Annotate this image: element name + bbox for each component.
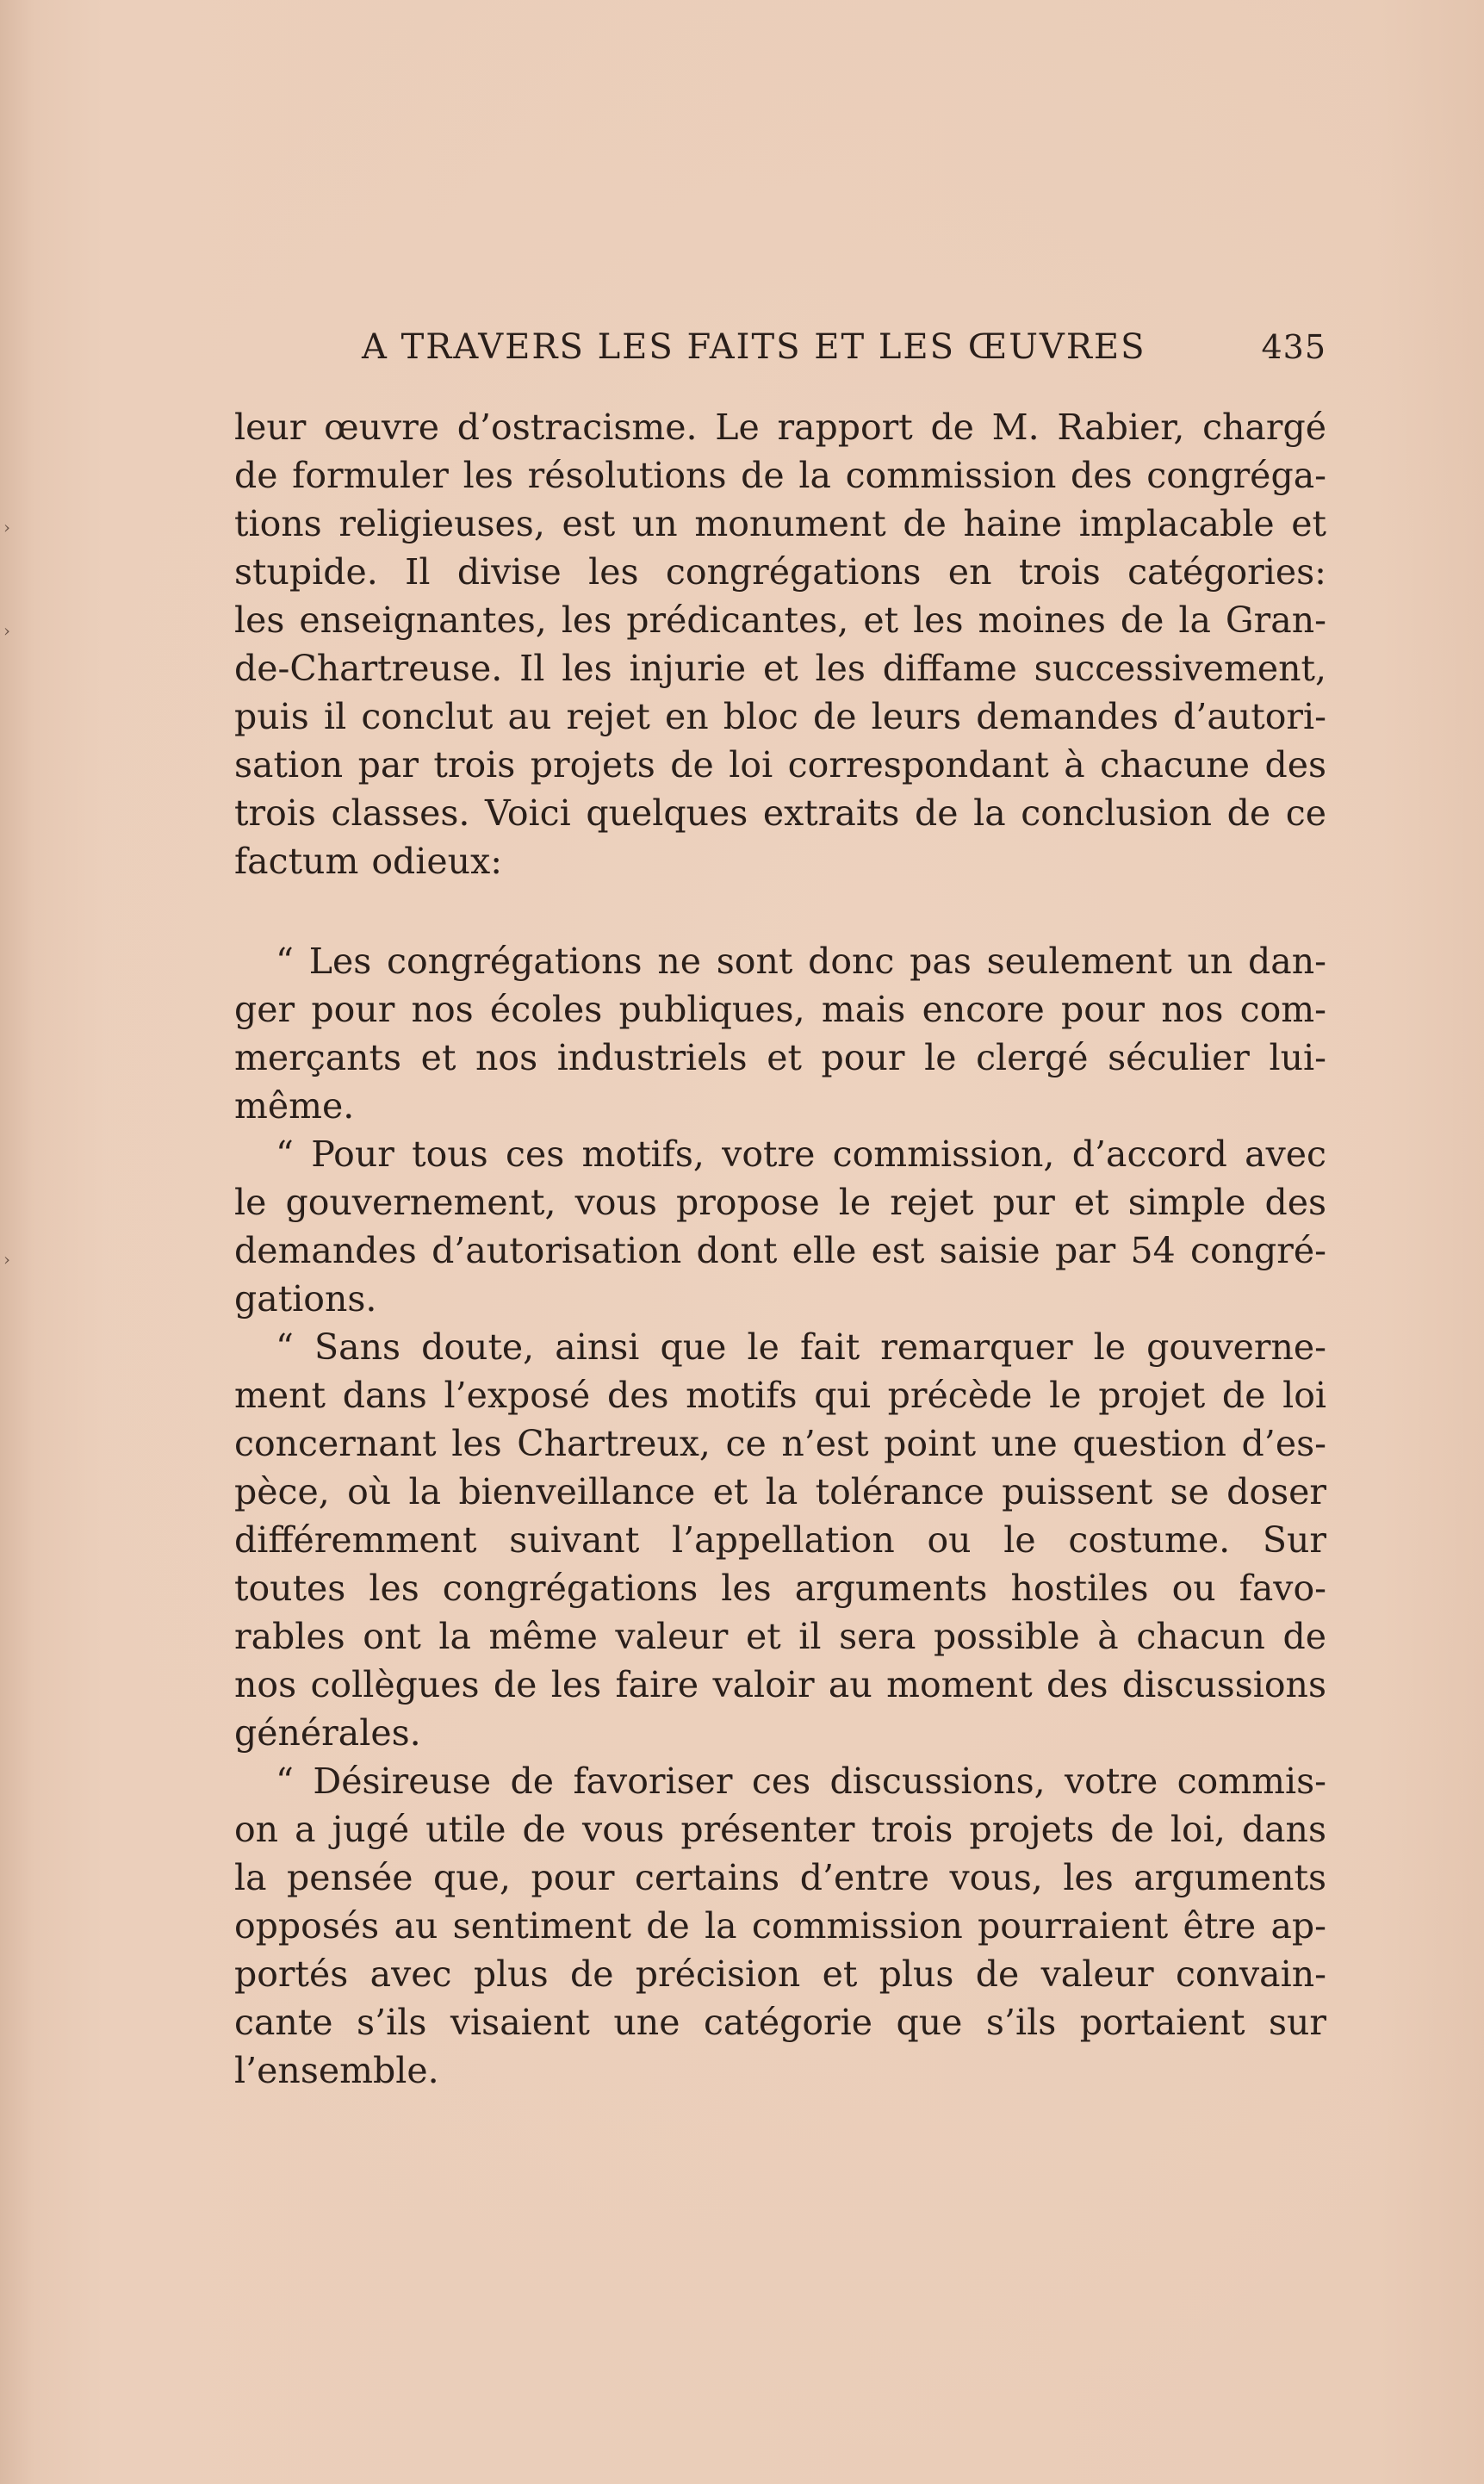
text-line: sation par trois projets de loi correspondant à chacune des — [234, 744, 1326, 786]
text-line: trois classes. Voici quelques extraits de la conclusion de ce — [234, 792, 1326, 834]
text-line: merçants et nos industriels et pour le clergé séculier lui- — [234, 1037, 1326, 1078]
text-line: rables ont la même valeur et il sera possible à chacun de — [234, 1616, 1326, 1657]
text-line: on a jugé utile de vous présenter trois projets de loi, dans — [234, 1809, 1326, 1850]
quote-paragraph-1 — [234, 937, 1326, 1130]
quote-paragraph-3 — [234, 1323, 1326, 1757]
text-line: nos collègues de les faire valoir au moment des discussions — [234, 1664, 1326, 1705]
text-line: factum odieux: — [234, 841, 503, 882]
text-line: de-Chartreuse. Il les injurie et les diffame successivement, — [234, 648, 1326, 689]
text-line: puis il conclut au rejet en bloc de leurs demandes d’autori- — [234, 696, 1326, 737]
running-head: A TRAVERS LES FAITS ET LES ŒUVRES — [362, 327, 1146, 367]
quote-paragraph-2 — [234, 1130, 1326, 1323]
text-line: le gouvernement, vous propose le rejet pur et simple des — [234, 1182, 1326, 1223]
text-line: opposés au sentiment de la commission pourraient être ap- — [234, 1905, 1326, 1947]
text-line: toutes les congrégations les arguments hostiles ou favo- — [234, 1568, 1326, 1609]
text-line: demandes d’autorisation dont elle est saisie par 54 congré- — [234, 1230, 1326, 1271]
text-line: cante s’ils visaient une catégorie que s’ils portaient sur — [234, 2002, 1326, 2043]
text-line: ger pour nos écoles publiques, mais encore pour nos com- — [234, 989, 1326, 1030]
text-line: “ Pour tous ces motifs, votre commission, d’accord avec — [276, 1133, 1326, 1175]
intro-paragraph — [234, 403, 1326, 885]
text-line: générales. — [234, 1712, 421, 1754]
margin-mark: › — [3, 517, 10, 537]
page-number: 435 — [1261, 328, 1326, 366]
text-line: tions religieuses, est un monument de haine implacable et — [234, 503, 1326, 544]
margin-mark: › — [3, 620, 10, 641]
text-line: “ Les congrégations ne sont donc pas seulement un dan- — [276, 941, 1326, 982]
margin-mark: › — [3, 1249, 10, 1270]
text-line: ment dans l’exposé des motifs qui précède le projet de loi — [234, 1375, 1326, 1416]
quote-paragraph-4 — [234, 1757, 1326, 2095]
text-line: “ Désireuse de favoriser ces discussions, votre commis- — [276, 1761, 1326, 1802]
text-line: de formuler les résolutions de la commission des congréga- — [234, 455, 1326, 496]
text-line: “ Sans doute, ainsi que le fait remarquer le gouverne- — [276, 1326, 1326, 1368]
text-line: pèce, où la bienveillance et la tolérance puissent se doser — [234, 1471, 1326, 1512]
page-header — [362, 327, 1326, 379]
text-line: les enseignantes, les prédicantes, et les moines de la Gran- — [234, 599, 1326, 641]
text-line: stupide. Il divise les congrégations en trois catégories: — [234, 551, 1326, 593]
text-line: différemment suivant l’appellation ou le costume. Sur — [234, 1519, 1326, 1561]
text-line: l’ensemble. — [234, 2050, 439, 2091]
text-line: même. — [234, 1085, 355, 1127]
text-line: la pensée que, pour certains d’entre vous, les arguments — [234, 1857, 1326, 1898]
text-line: leur œuvre d’ostracisme. Le rapport de M. Rabier, chargé — [234, 407, 1326, 448]
text-line: gations. — [234, 1278, 377, 1320]
text-line: portés avec plus de précision et plus de valeur convain- — [234, 1953, 1326, 1995]
text-line: concernant les Chartreux, ce n’est point une question d’es- — [234, 1423, 1326, 1464]
